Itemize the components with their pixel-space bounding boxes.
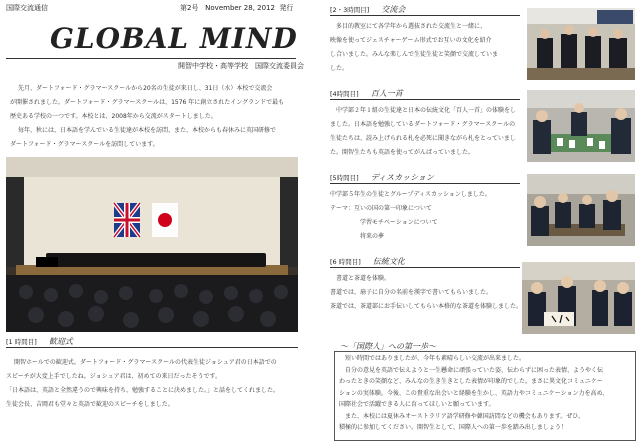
s2-line: 多目的教室にて各学年から選抜された交流生と一緒に、 (336, 23, 487, 30)
welcome-ceremony-illustration (6, 157, 298, 332)
s2-line: 映像を使ってジェスチャーゲーム形式でお互いの文化を紹介 (330, 37, 492, 44)
calligraphy-photo (522, 262, 635, 334)
welcome-ceremony-photo (6, 157, 298, 332)
issue-number: 第2号 (180, 4, 199, 12)
intro-paragraph (10, 82, 300, 152)
discussion-photo (527, 174, 635, 246)
section-4-rule (330, 99, 520, 100)
section-6-text (330, 272, 525, 314)
closing-heading: 〜「国際人」への第一歩〜 (340, 342, 436, 351)
masthead-rule (6, 58, 296, 59)
section-4-label: [4時間目] (330, 90, 359, 98)
exchange-photo (527, 8, 635, 80)
closing-line: ションの実体験。今後、この貴重な出会いと経験を生かし、英語力やコミュニケーション力を高め、 (339, 389, 609, 397)
welcome-line: 生徒会長、吉岡君も堂々と英語で歓迎のスピーチをしました。 (6, 401, 174, 408)
section-6-label: [6 時間目] (330, 258, 361, 266)
issue-info (180, 3, 293, 13)
s4-line: た。開智生たちも英語を使ってがんばっていました。 (330, 149, 475, 156)
section-5-heading (330, 172, 434, 183)
newsletter-series: 国際交流通信 (6, 4, 48, 12)
s4-line: 生徒たちは、読み上げられる札を必死に聞きながら札をとっていまし (330, 135, 516, 142)
section-4-name: 百人一首 (370, 89, 403, 98)
section-welcome-rule (6, 347, 298, 348)
s5-line: 将来の夢 (360, 233, 385, 240)
uk-flag (114, 203, 140, 237)
section-welcome-label: [1 時間目] (6, 338, 37, 346)
s2-line: し合いました。みんな楽しんで生徒生徒と笑顔で交流していま (330, 51, 499, 58)
section-5-label: [5時間目] (330, 174, 359, 182)
s5-line: テーマ：互いの国の第一印象について (330, 205, 432, 212)
section-2-name: 交流会 (381, 5, 406, 14)
intro-line: 先月、ダートフォード・グラマースクールから20名の生徒が来日し、31日（水）本校で交流会 (18, 85, 273, 92)
closing-line: 国際社会で活躍できる人に育ってほしいと願っています。 (339, 401, 495, 408)
calligraphy-illustration (522, 262, 635, 334)
welcome-line: 「日本語は、英語と全然違うので興味を持ち、勉強することに決めました。」と話をしてくれました。 (6, 387, 280, 394)
welcome-line: 開智ホールでの歓迎式。ダートフォード・グラマースクールの代表生徒ジョシュア君の日本語での (14, 359, 277, 366)
section-2-text (330, 20, 522, 76)
exchange-illustration (527, 8, 635, 80)
karuta-photo (527, 90, 635, 162)
s6-line: 書道と茶道を体験。 (336, 275, 391, 282)
section-welcome-name: 歓迎式 (48, 337, 73, 346)
issue-suffix: 発行 (279, 4, 294, 12)
section-5-text (330, 188, 525, 244)
section-6-name: 伝統文化 (372, 257, 405, 266)
s5-line: 学習モチベーションについて (360, 219, 438, 226)
discussion-illustration (527, 174, 635, 246)
japan-flag (152, 203, 178, 237)
section-6-rule (330, 267, 520, 268)
intro-line: 毎年、秋には、日本語を学んでいる生徒達が本校を訪問、また、本校からも春休みに英国研修で (18, 127, 277, 134)
s5-line: 中学部５年生の生徒とグループディスカッションしました。 (330, 191, 491, 198)
closing-line: 自分の意見を英語で伝えようと一生懸命に頑張っていた姿、伝わらずに困った表情、ようやく伝 (345, 366, 604, 374)
s6-line: 書道では、扇子に自分の名前を漢字で書いてもらいました。 (330, 289, 493, 296)
section-4-heading (330, 88, 403, 99)
s6-line: 茶道では、茶道部にお手伝いしてもらい本格的な茶道を体験しました。 (330, 303, 523, 310)
section-2-label: [2・3時間目] (330, 6, 370, 14)
section-welcome-heading (6, 336, 73, 347)
issue-date: November 28, 2012 (205, 4, 275, 12)
closing-line: わったときの笑顔など、みんなの生き生きとした表情が印象的でした。まさに異文化コミュニケー (339, 378, 603, 385)
karuta-illustration (527, 90, 635, 162)
s4-line: ました。日本語を勉強しているダートフォード・グラマースクールの (330, 121, 516, 128)
section-5-rule (330, 183, 520, 184)
closing-box (334, 351, 636, 441)
s2-line: した。 (330, 65, 349, 72)
masthead-publisher: 開智中学校・高等学校 国際交流委員会 (178, 62, 304, 70)
section-6-heading (330, 256, 405, 267)
closing-line: また、本校には夏休みオーストラリア語学研修や韓国訪問などの機会もあります。ぜひ、 (345, 412, 584, 420)
welcome-line: スピーチが大変上手でしたね。ジョシュア君は、初めての来日だったそうです。 (6, 373, 222, 380)
intro-line: が開催されました。ダートフォード・グラマースクールは、1576 年に創立されたイングランドで最も (10, 99, 285, 106)
section-5-name: ディスカッション (370, 173, 434, 182)
section-4-text (330, 104, 525, 160)
masthead-title: GLOBAL MIND (50, 22, 298, 55)
s4-line: 中学部２年１組の生徒達と日本の伝統文化「百人一首」の体験をし (336, 107, 517, 114)
closing-line: 積極的に参加してください。開智生として、国際人への第一歩を踏み出しましょう！ (339, 424, 567, 431)
closing-line: 短い時間ではありましたが、今年も素晴らしい交流が出来ました。 (345, 355, 526, 362)
intro-line: ダートフォード・グラマースクールを訪問しています。 (10, 141, 159, 148)
section-2-heading (330, 4, 405, 15)
section-welcome-text (6, 356, 306, 412)
section-2-rule (330, 15, 520, 16)
intro-line: 歴史ある学校の一つです。本校とは、2008年から交流がスタートしました。 (10, 113, 217, 120)
